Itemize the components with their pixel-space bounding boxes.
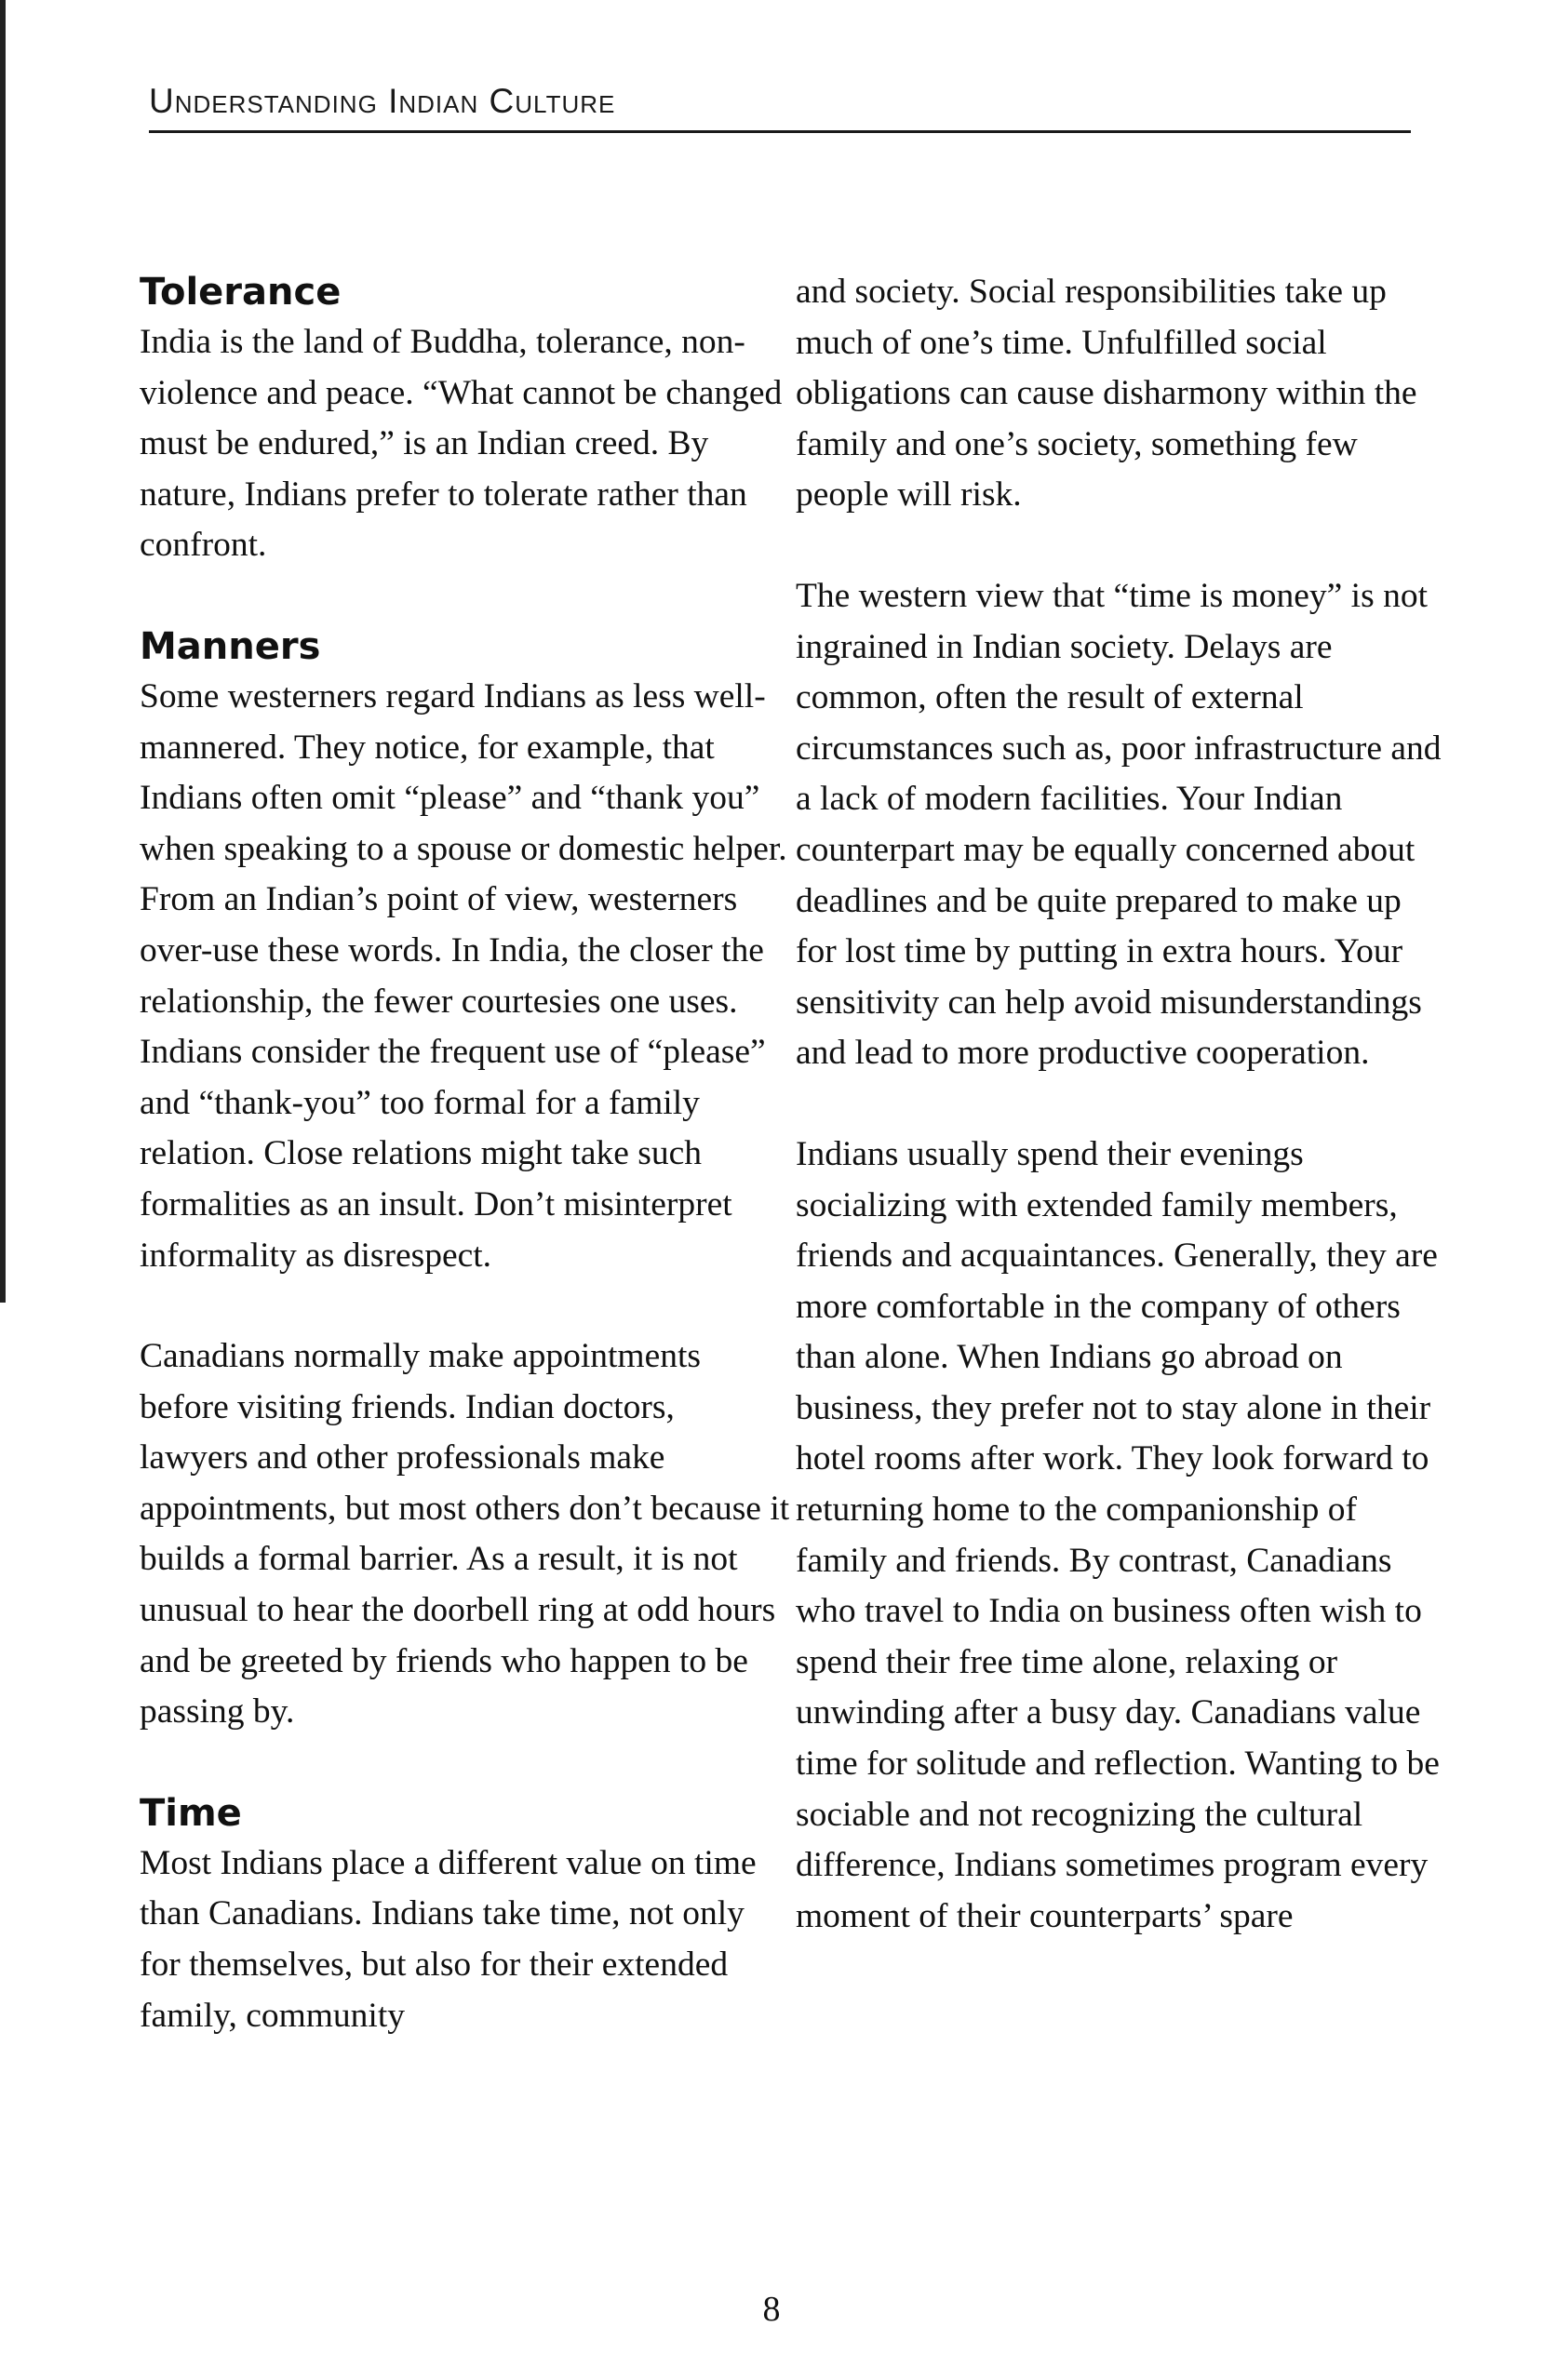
running-header: Understanding Indian Culture xyxy=(149,82,616,120)
header-rule xyxy=(149,130,1411,133)
time-paragraph: Most Indians place a different value on time than Canadians. Indians take time, not only for themselves, but also for their extended family, community xyxy=(140,1843,757,2035)
right-paragraph-2: The western view that “time is money” is not ingrained in Indian society. Delays are common, often the result of external circumstances such as, poor infrastructure and a lack of modern facilities. Your Indian counterpart may be equally concerned about deadlines and be quite prepared to make up for lost time by putting in extra hours. Your sensitivity can help avoid misunderstandings and lead to more productive cooperation. xyxy=(796,576,1442,1073)
left-column xyxy=(140,267,791,2092)
manners-paragraph-2: Canadians normally make appointments before visiting friends. Indian doctors, lawyers and other professionals make appointments, but most others don’t because it builds a formal barrier. As a result, it is not unusual to hear the doorbell ring at odd hours and be greeted by friends who happen to be passing by. xyxy=(140,1337,790,1732)
scan-edge-shadow xyxy=(0,0,6,1303)
section-time xyxy=(140,1788,791,2041)
right-paragraph-3: Indians usually spend their evenings socializing with extended family members, friends and acquaintances. Generally, they are more comfortable in the company of others than alone. When Indians go abroad on business, they prefer not to stay alone in their hotel rooms after work. They look forward to returning home to the companionship of family and friends. By contrast, Canadians who travel to India on business often wish to spend their free time alone, relaxing or unwinding after a busy day. Canadians value time for solitude and reflection. Wanting to be sociable and not recognizing the cultural difference, Indians sometimes program every moment of their counterparts’ spare xyxy=(796,1134,1440,1935)
heading-tolerance: Tolerance xyxy=(140,271,342,314)
right-paragraph-1: and society. Social responsibilities take up much of one’s time. Unfulfilled social obligations can cause disharmony within the family and one’s society, something few people will risk. xyxy=(796,273,1417,515)
page-number: 8 xyxy=(762,2290,781,2329)
manners-paragraph-1: Some westerners regard Indians as less well-mannered. They notice, for example, that Indians often omit “please” and “thank you” when speaking to a spouse or domestic helper. From an Indian’s point of view, westerners over-use these words. In India, the closer the relationship, the fewer courtesies one uses. Indians consider the frequent use of “please” and “thank-you” too formal for a family relation. Close relations might take such formalities as an insult. Don’t misinterpret informality as disrespect. xyxy=(140,676,787,1275)
heading-manners: Manners xyxy=(140,624,321,668)
right-column xyxy=(796,267,1447,1942)
section-tolerance xyxy=(140,267,791,571)
section-manners xyxy=(140,622,791,1738)
heading-time: Time xyxy=(140,1791,242,1835)
tolerance-paragraph: India is the land of Buddha, tolerance, non-violence and peace. “What cannot be changed must be endured,” is an Indian creed. By nature, Indians prefer to tolerate rather than confront. xyxy=(140,323,783,565)
